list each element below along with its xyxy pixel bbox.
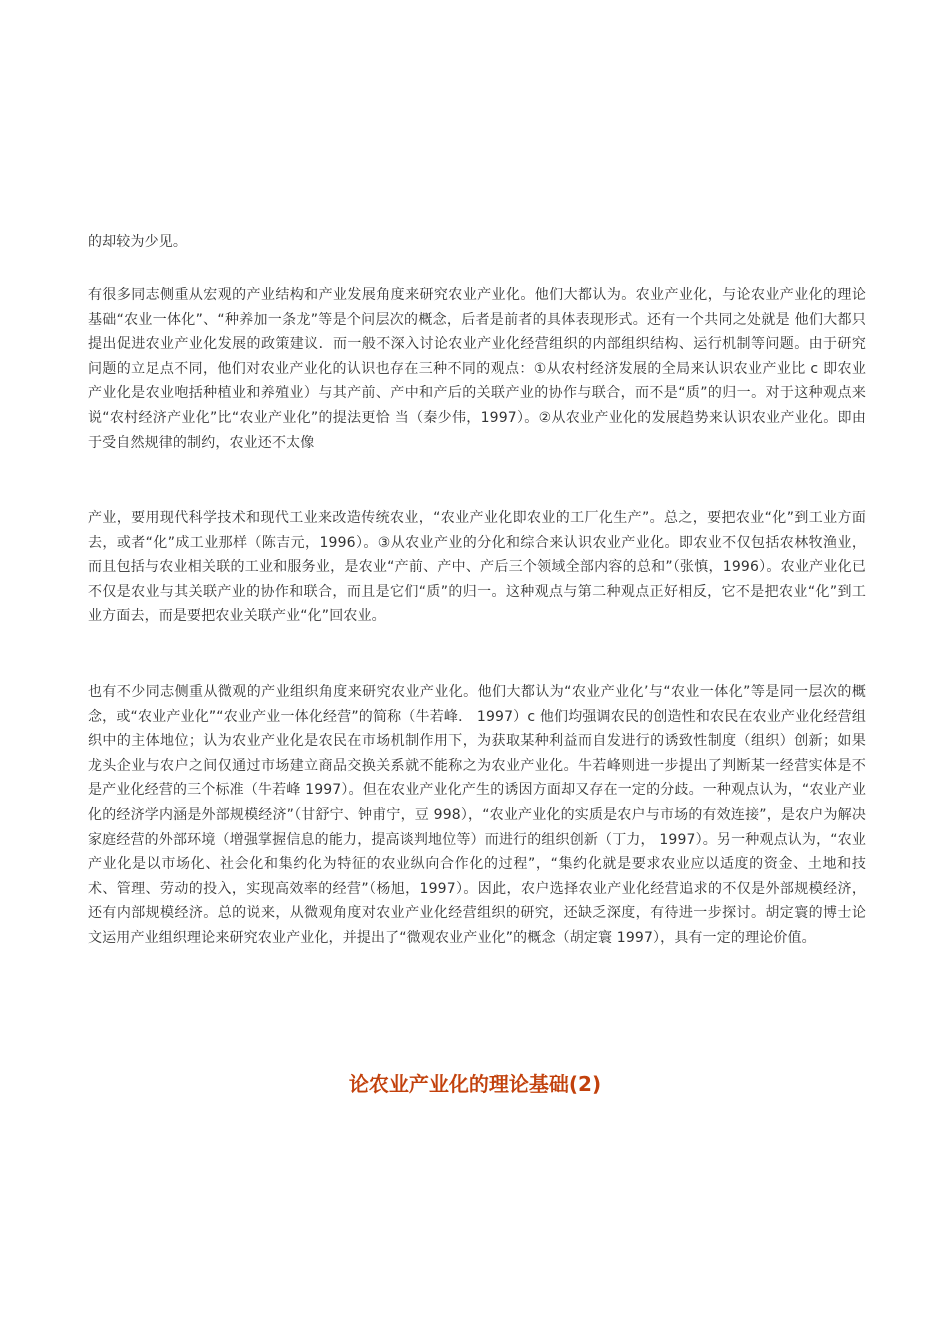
paragraph-macro-view: 有很多同志侧重从宏观的产业结构和产业发展角度来研究农业产业化。他们大都认为。农业产业化，与论农业产业化的理论基础“农业一体化”、“种养加一条龙”等是个问层次的概念，后者是前者的具体表现形式。还有一个共同之处就是 他们大都只提出促进农业产业化发展的政策建议．而一般不深入讨论农业产业化经营组织的内部组织结构、运行机制等问题。由于研究问题的立足点不同，他们对农业产业化的认识也存在三种不同的观点：①从农村经济发展的全局来认识农业产业比 c 即农业产业化是农业咆括种植业和养殖业）与其产前、产中和产后的关联产业的协作与联合，而不是“质”的归一。对于这种观点来说“农村经济产业化”比“农业产业化”的提法更恰 当（秦少伟，1997）。②从农业产业化的发展趋势来认识农业产业化。即由于受自然规律的制约，农业还不太像 <box>88 287 866 451</box>
section-heading: 论农业产业化的理论基础(2) <box>348 1072 602 1096</box>
paragraph-micro-view: 也有不少同志侧重从微观的产业组织角度来研究农业产业化。他们大都认为“农业产业化’与“农业一体化”等是同一层次的概念，或“农业产业化”“农业产业一体化经营”的简称（牛若峰． 1997）c 他们均强调农民的创造性和农民在农业产业化经营组织中的主体地位；认为农业产业化是农民在市场机制作用下，为获取某种利益而自发进行的诱致性制度（组织）创新；如果龙头企业与农户之间仅通过市场建立商品交换关系就不能称之为农业产业化。牛若峰则进一步提出了判断某一经营实体是不是产业化经营的三个标准（牛若峰 1997）。但在农业产业化产生的诱因方面却又存在一定的分歧。一种观点认为，“农业产业化的经济学内涵是外部规模经济”（甘舒宁、钟甫宁，豆 998），“农业产业化的实质是农户与市场的有效连接”，是农户为解决家庭经营的外部环境（增强掌握信息的能力，提高谈判地位等）而进行的组织创新（丁力， 1997）。另一种观点认为，“农业产业化是以市场化、社会化和集约化为特征的农业纵向合作化的过程”，“集约化就是要求农业应以适度的资金、土地和技术、管理、劳动的投入，实现高效率的经营”（杨旭，1997）。因此，农户选择农业产业化经营追求的不仅是外部规模经济，还有内部规模经济。总的说来，从微观角度对农业产业化经营组织的研究，还缺乏深度，有待进一步探讨。胡定寰的博士论文运用产业组织理论来研究农业产业化，并提出了“微观农业产业化”的概念（胡定寰 1997），具有一定的理论价值。 <box>88 684 866 946</box>
paragraph-fragment: 的却较为少见。 <box>88 234 188 250</box>
paragraph-continuation: 产业，要用现代科学技术和现代工业来改造传统农业，“农业产业化即农业的工厂化生产”。总之，要把农业“化”到工业方面去，或者“化”成工业那样（陈吉元，1996）。③从农业产业的分化和综合来认识农业产业化。即农业不仅包括农林牧渔业，而且包括与农业相关联的工业和服务业，是农业“产前、产中、产后三个领域全部内容的总和”（张慎，1996）。农业产业化已不仅是农业与其关联产业的协作和联合，而且是它们“质”的归一。这种观点与第二种观点正好相反，它不是把农业“化”到工业方面去，而是要把农业关联产业“化”回农业。 <box>88 510 866 625</box>
